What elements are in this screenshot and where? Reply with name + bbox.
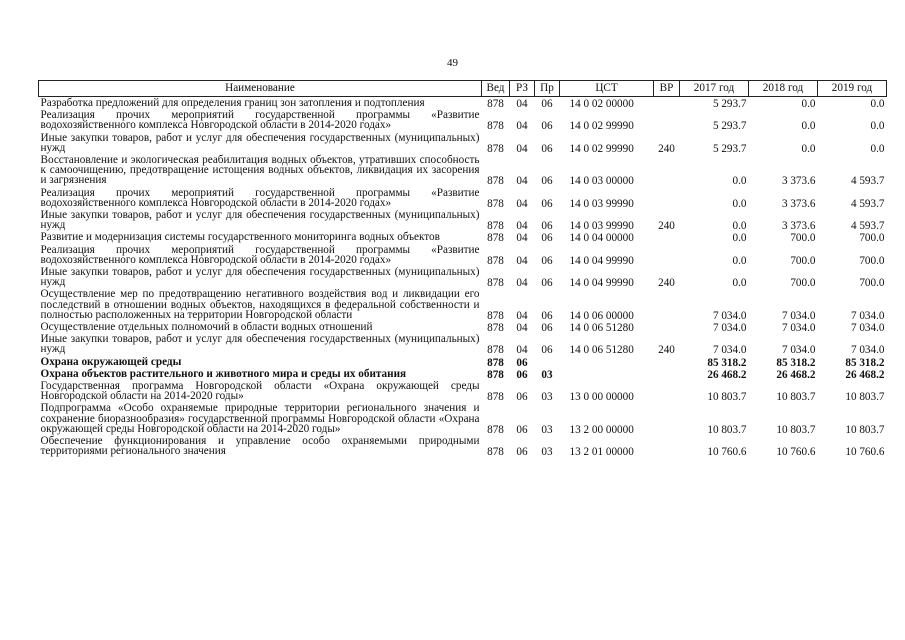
cell-vr: 240 (658, 277, 675, 290)
page-number: 49 (447, 57, 458, 69)
cell-ved: 878 (487, 309, 504, 322)
cell-rz: 06 (516, 356, 528, 369)
header-cst: ЦСТ (560, 81, 654, 97)
cell-2017: 0.0 (732, 254, 747, 267)
table-row (39, 402, 887, 435)
cell-vr (654, 288, 680, 321)
cell-ved: 878 (487, 142, 504, 155)
cell-cst: 14 0 03 00000 (569, 175, 634, 188)
cell-2019: 4 593.7 (850, 220, 885, 233)
cell-cst: 14 0 04 99990 (569, 254, 634, 267)
cell-cst: 14 0 06 51280 (569, 322, 634, 335)
cell-2019: 700.0 (859, 254, 885, 267)
cell-cst: 14 0 02 00000 (569, 98, 634, 110)
table-body (39, 97, 887, 458)
table-row (39, 187, 887, 209)
header-name: Наименование (39, 81, 482, 97)
cell-cst: 14 0 03 99990 (569, 197, 634, 210)
cell-name: Охрана окружающей среды (40, 355, 182, 368)
table-row (39, 356, 887, 368)
cell-2018: 3 373.6 (781, 220, 816, 233)
cell-cst: 14 0 02 99990 (569, 142, 634, 155)
cell-cst: 14 0 06 00000 (569, 309, 634, 322)
cell-rz: 06 (516, 446, 528, 459)
cell-rz: 04 (516, 254, 528, 267)
cell-pr: 06 (541, 120, 553, 133)
cell-vr (654, 368, 680, 380)
budget-table (38, 80, 887, 458)
cell-2019: 700.0 (859, 277, 885, 290)
cell-vr (654, 97, 680, 110)
table-row (39, 209, 887, 231)
cell-rz: 04 (516, 175, 528, 188)
cell-name: Иные закупки товаров, работ и услуг для обеспечения государственных (муниципальных) нужд (40, 266, 480, 289)
cell-cst: 14 0 02 99990 (569, 120, 634, 133)
cell-2019: 85 318.2 (845, 356, 885, 369)
cell-2017: 10 760.6 (707, 446, 747, 459)
cell-vr (654, 109, 680, 131)
cell-cst (560, 368, 654, 380)
cell-name: Восстановление и экологическая реабилитация водных объектов, утративших способность к самоочищению, предотвращение истощения водных объектов, ликвидация их засорения и загрязнения (40, 154, 480, 187)
cell-vr (654, 402, 680, 435)
cell-rz: 04 (516, 309, 528, 322)
cell-ved: 878 (487, 175, 504, 188)
cell-pr: 06 (541, 197, 553, 210)
header-2019: 2019 год (818, 81, 887, 97)
cell-2017: 7 034.0 (712, 309, 747, 322)
cell-ved: 878 (487, 277, 504, 290)
cell-vr (654, 435, 680, 457)
table-row (39, 435, 887, 457)
cell-pr: 06 (541, 344, 553, 357)
cell-vr (654, 244, 680, 266)
header-rz: РЗ (510, 81, 535, 97)
table-row (39, 132, 887, 154)
cell-cst: 13 0 00 00000 (569, 391, 634, 404)
table-row (39, 244, 887, 266)
cell-ved: 878 (487, 446, 504, 459)
cell-ved: 878 (487, 232, 504, 245)
cell-2018: 26 468.2 (776, 368, 816, 381)
cell-cst (560, 356, 654, 368)
cell-pr: 06 (541, 277, 553, 290)
cell-vr (654, 356, 680, 368)
cell-vr (654, 187, 680, 209)
header-ved: Вед (482, 81, 510, 97)
cell-rz: 06 (516, 423, 528, 436)
cell-pr (535, 356, 560, 368)
cell-2017: 85 318.2 (707, 356, 747, 369)
cell-2019: 0.0 (870, 98, 885, 110)
cell-2018: 3 373.6 (781, 197, 816, 210)
cell-name: Обеспечение функционирования и управление особо охраняемыми природными территориями регионального значения (40, 435, 480, 458)
cell-rz: 04 (516, 322, 528, 335)
cell-2017: 26 468.2 (707, 368, 747, 381)
cell-2019: 0.0 (870, 142, 885, 155)
cell-2019: 7 034.0 (850, 322, 885, 335)
cell-rz: 06 (516, 368, 528, 381)
cell-name: Подпрограмма «Особо охраняемые природные территории регионального значения и сохранение биоразнообразия» государственной программы Новгородской области «Охрана окружающей среды Новгородской области на 2014-2020 годы» (40, 402, 480, 435)
table-row (39, 288, 887, 321)
cell-vr (654, 321, 680, 333)
cell-pr: 06 (541, 322, 553, 335)
table-row (39, 266, 887, 288)
cell-2017: 10 803.7 (707, 391, 747, 404)
cell-vr (654, 154, 680, 187)
cell-ved: 878 (487, 322, 504, 335)
cell-name: Реализация прочих мероприятий государственной программы «Развитие водохозяйственного комплекса Новгородской области в 2014-2020 годах» (40, 186, 480, 209)
cell-pr: 03 (541, 423, 553, 436)
table-row (39, 380, 887, 402)
cell-ved: 878 (487, 98, 504, 110)
cell-2017: 0.0 (732, 220, 747, 233)
cell-name: Разработка предложений для определения границ зон затопления и подтопления (40, 97, 425, 109)
cell-vr: 240 (658, 344, 675, 357)
cell-pr: 06 (541, 98, 553, 110)
cell-rz: 04 (516, 120, 528, 133)
cell-rz: 06 (516, 391, 528, 404)
cell-rz: 04 (516, 232, 528, 245)
table-row (39, 321, 887, 333)
cell-pr: 03 (541, 446, 553, 459)
cell-2017: 7 034.0 (712, 322, 747, 335)
cell-2019: 10 803.7 (845, 423, 885, 436)
cell-pr: 03 (541, 391, 553, 404)
cell-2019: 0.0 (870, 120, 885, 133)
cell-2018: 10 760.6 (776, 446, 816, 459)
cell-2019: 7 034.0 (850, 309, 885, 322)
cell-pr: 06 (541, 220, 553, 233)
cell-name: Осуществление мер по предотвращению негативного воздействия вод и ликвидации его последствий в отношении водных объектов, находящихся в федеральной собственности и полностью расположенных на территории Новгородской области (40, 288, 480, 321)
cell-name: Охрана объектов растительного и животного мира и среды их обитания (40, 367, 407, 380)
cell-2018: 7 034.0 (781, 309, 816, 322)
header-2018: 2018 год (749, 81, 818, 97)
cell-2019: 4 593.7 (850, 197, 885, 210)
cell-ved: 878 (487, 391, 504, 404)
cell-2019: 26 468.2 (845, 368, 885, 381)
cell-cst: 14 0 03 99990 (569, 220, 634, 233)
cell-2019: 7 034.0 (850, 344, 885, 357)
cell-pr: 03 (541, 368, 553, 381)
cell-vr: 240 (658, 142, 675, 155)
cell-name: Реализация прочих мероприятий государственной программы «Развитие водохозяйственного комплекса Новгородской области в 2014-2020 годах» (40, 109, 480, 132)
cell-ved: 878 (487, 423, 504, 436)
cell-vr: 240 (658, 220, 675, 233)
cell-2018: 0.0 (801, 98, 816, 110)
cell-2018: 700.0 (790, 232, 816, 245)
cell-name: Осуществление отдельных полномочий в области водных отношений (40, 321, 373, 334)
table-row (39, 109, 887, 131)
cell-pr: 06 (541, 254, 553, 267)
cell-rz: 04 (516, 220, 528, 233)
cell-2018: 0.0 (801, 142, 816, 155)
cell-rz: 04 (516, 277, 528, 290)
cell-name: Развитие и модернизация системы государственного мониторинга водных объектов (40, 231, 440, 244)
cell-ved: 878 (487, 344, 504, 357)
cell-2019: 700.0 (859, 232, 885, 245)
cell-2017: 0.0 (732, 277, 747, 290)
table-row (39, 333, 887, 355)
cell-2017: 7 034.0 (712, 344, 747, 357)
cell-2018: 3 373.6 (781, 175, 816, 188)
cell-ved: 878 (487, 356, 504, 369)
cell-cst: 14 0 04 99990 (569, 277, 634, 290)
cell-vr (654, 380, 680, 402)
cell-rz: 04 (516, 344, 528, 357)
cell-ved: 878 (487, 197, 504, 210)
cell-cst: 14 0 06 51280 (569, 344, 634, 357)
cell-name: Государственная программа Новгородской области «Охрана окружающей среды Новгородской области на 2014-2020 годы» (40, 380, 480, 403)
table-row (39, 154, 887, 187)
header-2017: 2017 год (680, 81, 749, 97)
cell-2017: 5 293.7 (712, 120, 747, 133)
cell-2018: 85 318.2 (776, 356, 816, 369)
table-row (39, 97, 887, 110)
cell-2018: 700.0 (790, 254, 816, 267)
cell-2018: 10 803.7 (776, 423, 816, 436)
cell-2018: 0.0 (801, 120, 816, 133)
cell-pr: 06 (541, 309, 553, 322)
cell-2019: 10 803.7 (845, 391, 885, 404)
cell-2019: 4 593.7 (850, 175, 885, 188)
cell-cst: 14 0 04 00000 (569, 232, 634, 245)
cell-2017: 10 803.7 (707, 423, 747, 436)
cell-rz: 04 (516, 98, 528, 110)
header-vr: ВР (654, 81, 680, 97)
table-row (39, 231, 887, 243)
cell-pr: 06 (541, 142, 553, 155)
cell-ved: 878 (487, 254, 504, 267)
cell-2018: 10 803.7 (776, 391, 816, 404)
cell-2019: 10 760.6 (845, 446, 885, 459)
cell-2017: 5 293.7 (712, 98, 747, 110)
cell-ved: 878 (487, 120, 504, 133)
cell-pr: 06 (541, 175, 553, 188)
table-header-row (39, 81, 887, 97)
cell-name: Иные закупки товаров, работ и услуг для обеспечения государственных (муниципальных) нужд (40, 333, 480, 356)
cell-ved: 878 (487, 220, 504, 233)
cell-2018: 700.0 (790, 277, 816, 290)
cell-2017: 5 293.7 (712, 142, 747, 155)
cell-2017: 0.0 (732, 197, 747, 210)
cell-name: Иные закупки товаров, работ и услуг для обеспечения государственных (муниципальных) нужд (40, 209, 480, 232)
cell-2017: 0.0 (732, 175, 747, 188)
cell-ved: 878 (487, 368, 504, 381)
cell-pr: 06 (541, 232, 553, 245)
cell-rz: 04 (516, 142, 528, 155)
cell-2018: 7 034.0 (781, 322, 816, 335)
table-row (39, 368, 887, 380)
cell-cst: 13 2 01 00000 (569, 446, 634, 459)
cell-2018: 7 034.0 (781, 344, 816, 357)
cell-2017: 0.0 (732, 232, 747, 245)
cell-cst: 13 2 00 00000 (569, 423, 634, 436)
cell-name: Иные закупки товаров, работ и услуг для обеспечения государственных (муниципальных) нужд (40, 131, 480, 154)
cell-vr (654, 231, 680, 243)
cell-name: Реализация прочих мероприятий государственной программы «Развитие водохозяйственного комплекса Новгородской области в 2014-2020 годах» (40, 243, 480, 266)
header-pr: Пр (535, 81, 560, 97)
cell-rz: 04 (516, 197, 528, 210)
